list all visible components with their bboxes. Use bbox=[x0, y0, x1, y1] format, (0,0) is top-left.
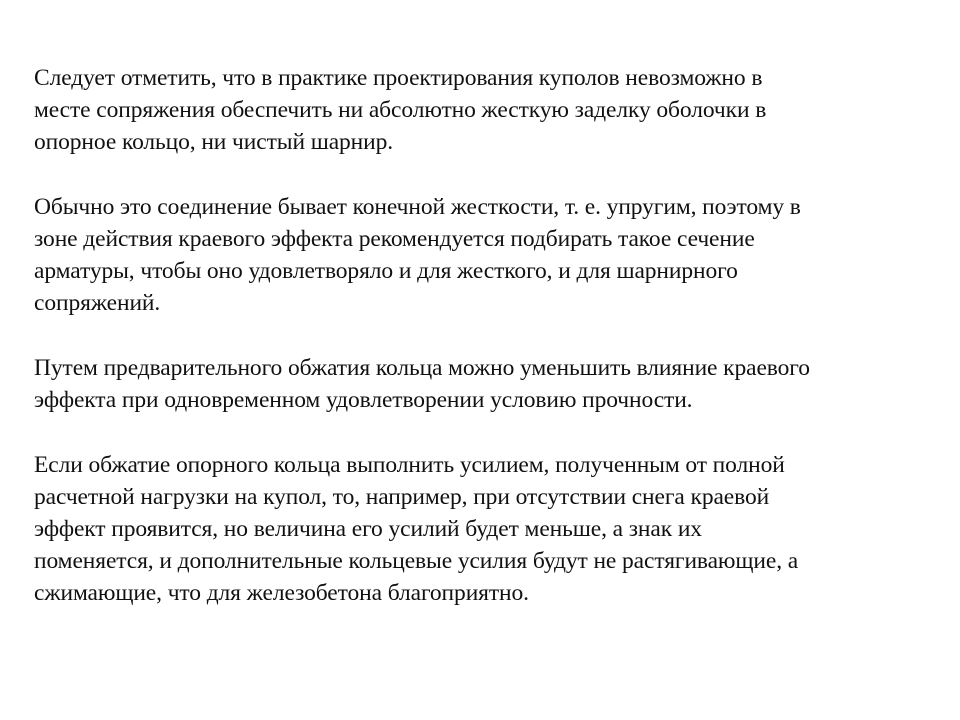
paragraph-2 bbox=[34, 191, 934, 319]
paragraph-1 bbox=[34, 62, 934, 158]
paragraph-line: арматуры, чтобы оно удовлетворяло и для жесткого, и для шарнирного bbox=[34, 258, 738, 284]
paragraph-line: опорное кольцо, ни чистый шарнир. bbox=[34, 129, 394, 155]
paragraph-line: Следует отметить, что в практике проектирования куполов невозможно в bbox=[34, 65, 763, 91]
paragraph-line: сопряжений. bbox=[34, 290, 161, 316]
paragraph-line: месте сопряжения обеспечить ни абсолютно жесткую заделку оболочки в bbox=[34, 97, 767, 123]
paragraph-line: Если обжатие опорного кольца выполнить усилием, полученным от полной bbox=[34, 452, 785, 478]
paragraph-line: эффекта при одновременном удовлетворении условию прочности. bbox=[34, 387, 693, 413]
text-block bbox=[34, 62, 934, 642]
paragraph-line: эффект проявится, но величина его усилий будет меньше, а знак их bbox=[34, 516, 702, 542]
paragraph-line: Путем предварительного обжатия кольца можно уменьшить влияние краевого bbox=[34, 355, 810, 381]
paragraph-4 bbox=[34, 449, 934, 609]
paragraph-line: поменяется, и дополнительные кольцевые усилия будут не растягивающие, а bbox=[34, 548, 799, 574]
paragraph-3 bbox=[34, 352, 934, 416]
paragraph-line: сжимающие, что для железобетона благоприятно. bbox=[34, 580, 529, 606]
paragraph-line: зоне действия краевого эффекта рекомендуется подбирать такое сечение bbox=[34, 226, 755, 252]
paragraph-line: Обычно это соединение бывает конечной жесткости, т. е. упругим, поэтому в bbox=[34, 194, 801, 220]
paragraph-line: расчетной нагрузки на купол, то, например, при отсутствии снега краевой bbox=[34, 484, 770, 510]
